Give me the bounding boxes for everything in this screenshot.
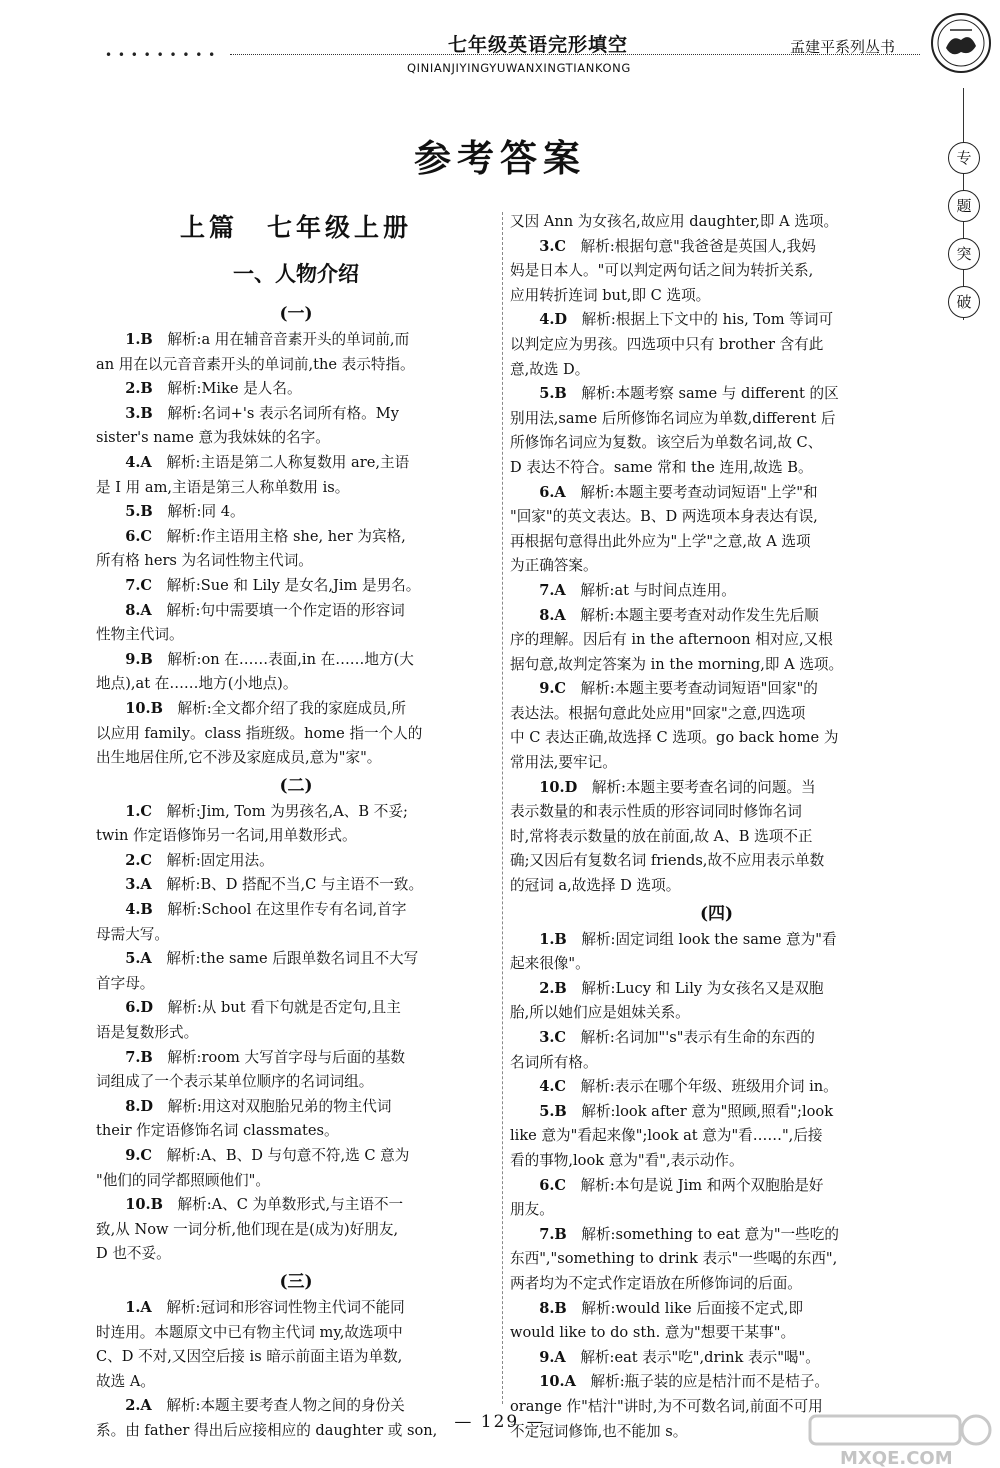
answer-item xyxy=(510,604,923,629)
answer-item xyxy=(96,377,496,402)
answer-item xyxy=(96,648,496,673)
answer-continuation: 胎,所以她们应是姐妹关系。 xyxy=(510,1004,690,1022)
answer-text: 解析:on 在……表面,in 在……地方(大 xyxy=(167,650,414,668)
answer-item xyxy=(510,1075,923,1100)
answer-item xyxy=(96,451,496,476)
answer-item xyxy=(96,849,496,874)
answer-continuation: 以应用 family。class 指班级。home 指一个人的 xyxy=(96,724,423,742)
side-tab-4: 破 xyxy=(948,286,980,318)
answer-continuation: 出生地居住所,它不涉及家庭成员,意为"家"。 xyxy=(96,749,382,767)
answer-item xyxy=(510,308,923,333)
answer-continuation: 系。由 father 得出后应接相应的 daughter 或 son, xyxy=(96,1421,438,1439)
part-title: 上篇 七年级上册 xyxy=(179,213,412,242)
answer-continuation: 地点),at 在……地方(小地点)。 xyxy=(96,675,298,693)
answer-number: 10.D xyxy=(539,778,578,796)
answer-item xyxy=(510,1223,923,1248)
answer-continuation: 常用法,要牢记。 xyxy=(510,754,617,772)
answer-text: 解析:B、D 搭配不当,C 与主语不一致。 xyxy=(166,876,424,894)
answer-continuation: 意,故选 D。 xyxy=(510,360,590,378)
answer-continuation: 又因 Ann 为女孩名,故应用 daughter,即 A 选项。 xyxy=(510,213,839,230)
answer-text: 解析:a 用在辅音音素开头的单词前,而 xyxy=(167,331,410,348)
page-header xyxy=(0,0,1000,110)
page-title: 参考答案 xyxy=(414,136,586,180)
answer-continuation: 据句意,故判定答案为 in the morning,即 A 选项。 xyxy=(510,655,844,673)
answer-item xyxy=(510,481,923,506)
column-divider xyxy=(502,212,503,1404)
answer-continuation: 性物主代词。 xyxy=(96,626,184,644)
side-tab-2: 题 xyxy=(948,190,980,222)
answer-number: 6.A xyxy=(539,483,566,501)
answer-continuation: 名词所有格。 xyxy=(510,1053,598,1071)
series-seal-icon xyxy=(930,12,992,74)
answer-continuation: orange 作"桔汁"讲时,为不可数名词,前面不可用 xyxy=(510,1397,823,1415)
answer-number: 5.B xyxy=(125,503,153,521)
answer-text: 解析:room 大写首字母与后面的基数 xyxy=(167,1048,406,1066)
answer-text: 解析:eat 表示"吃",drink 表示"喝"。 xyxy=(580,1348,820,1366)
answer-text: 解析:something to eat 意为"一些吃的 xyxy=(581,1225,839,1243)
answer-item xyxy=(96,525,496,550)
answer-item xyxy=(510,677,923,702)
answer-number: 3.C xyxy=(539,237,567,255)
answer-number: 2.A xyxy=(125,1397,152,1415)
group-title: (三) xyxy=(279,1271,313,1292)
answer-number: 2.B xyxy=(539,979,567,997)
answer-text: 解析:从 but 看下句就是否定句,且主 xyxy=(167,999,401,1017)
group-title: (二) xyxy=(279,775,313,796)
answer-item xyxy=(96,500,496,525)
answer-number: 10.B xyxy=(125,1196,163,1214)
answer-number: 1.A xyxy=(125,1298,152,1316)
answer-text: 解析:全文都介绍了我的家庭成员,所 xyxy=(177,699,406,717)
answer-number: 1.C xyxy=(125,802,153,820)
series-name: 孟建平系列丛书 xyxy=(790,38,896,56)
answer-continuation: 表达法。根据句意此处应用"回家"之意,四选项 xyxy=(510,704,806,722)
answer-number: 2.B xyxy=(125,380,153,398)
svg-text:MXQE.COM: MXQE.COM xyxy=(840,1448,953,1468)
answer-item xyxy=(510,1370,923,1395)
answer-number: 8.A xyxy=(125,601,152,619)
answer-text: 解析:同 4。 xyxy=(167,503,245,521)
answer-text: 解析:本题主要考查对动作发生先后顺 xyxy=(580,606,819,624)
answer-continuation: 时,常将表示数量的放在前面,故 A、B 选项不正 xyxy=(510,827,813,845)
answer-continuation: 故选 A。 xyxy=(96,1372,155,1390)
answer-continuation: 不定冠词修饰,也不能加 s。 xyxy=(510,1422,688,1440)
group-title: (一) xyxy=(279,304,313,324)
answer-number: 7.B xyxy=(125,1048,153,1066)
answer-item xyxy=(96,898,496,923)
answer-continuation: 别用法,same 后所修饰名词应为单数,different 后 xyxy=(510,409,836,427)
answer-text: 解析:look after 意为"照顾,照看";look xyxy=(581,1102,834,1120)
answer-item xyxy=(96,599,496,624)
answer-continuation: 语是复数形式。 xyxy=(96,1024,199,1042)
answer-text: 解析:A、B、D 与句意不符,选 C 意为 xyxy=(166,1147,410,1164)
answer-continuation: 序的理解。因后有 in the afternoon 相对应,又根 xyxy=(510,631,833,649)
answer-continuation: 母需大写。 xyxy=(96,925,169,943)
answer-item xyxy=(96,873,496,898)
answer-text: 解析:would like 后面接不定式,即 xyxy=(581,1299,804,1317)
answer-text: 解析:本题主要考查动词短语"上学"和 xyxy=(580,483,818,501)
answer-number: 7.A xyxy=(539,581,566,599)
answer-continuation: 的冠词 a,故选择 D 选项。 xyxy=(510,877,681,895)
answer-text: 解析:作主语用主格 she, her 为宾格, xyxy=(166,527,406,545)
answer-number: 8.B xyxy=(539,1299,567,1317)
answer-item xyxy=(510,928,923,953)
answer-text: 解析:本题考察 same 与 different 的区 xyxy=(581,385,839,403)
watermark-logo xyxy=(800,1412,1000,1468)
answer-continuation: 所有格 hers 为名词性物主代词。 xyxy=(96,552,313,570)
answer-continuation: 致,从 Now 一词分析,他们现在是(成为)好朋友, xyxy=(96,1220,399,1238)
answer-number: 5.A xyxy=(125,950,152,968)
answer-number: 2.C xyxy=(125,851,153,869)
answer-continuation: would like to do sth. 意为"想要干某事"。 xyxy=(510,1324,796,1342)
answer-continuation: their 作定语修饰名词 classmates。 xyxy=(96,1122,339,1140)
answer-number: 4.D xyxy=(539,311,568,329)
answer-number: 7.B xyxy=(539,1225,567,1243)
answer-number: 5.B xyxy=(539,1102,567,1120)
answer-item xyxy=(96,1296,496,1321)
answer-number: 6.C xyxy=(125,527,153,545)
answer-item xyxy=(510,1026,923,1051)
answer-number: 10.A xyxy=(539,1373,576,1391)
group-title: (四) xyxy=(699,903,734,924)
side-tab-1: 专 xyxy=(948,142,980,174)
answer-continuation: "回家"的英文表达。B、D 两选项本身表达有误, xyxy=(510,508,818,526)
answer-item xyxy=(96,800,496,825)
answer-text: 解析:Jim, Tom 为男孩名,A、B 不妥; xyxy=(166,802,408,820)
answer-number: 4.C xyxy=(539,1078,567,1096)
answer-continuation: an 用在以元音音素开头的单词前,the 表示特指。 xyxy=(96,355,415,373)
answer-item xyxy=(510,579,923,604)
answer-number: 9.A xyxy=(539,1348,566,1366)
side-tab-3: 突 xyxy=(948,238,980,270)
answer-continuation: 首字母。 xyxy=(96,974,155,992)
answer-continuation: 所修饰名词应为复数。该空后为单数名词,故 C、 xyxy=(510,434,823,452)
answer-item xyxy=(510,235,923,260)
answer-text: 解析:本题主要考查名词的问题。当 xyxy=(591,778,816,796)
answer-continuation: sister's name 意为我妹妹的名字。 xyxy=(96,429,330,447)
answer-continuation: 是 I 用 am,主语是第三人称单数用 is。 xyxy=(96,478,350,496)
answer-item xyxy=(510,1100,923,1125)
answer-number: 9.B xyxy=(125,650,153,668)
answer-item xyxy=(96,1046,496,1071)
answer-number: 8.A xyxy=(539,606,566,624)
answer-number: 7.C xyxy=(125,576,153,594)
answer-text: 解析:冠词和形容词性物主代词不能同 xyxy=(166,1298,405,1316)
answer-text: 解析:Lucy 和 Lily 为女孩名又是双胞 xyxy=(581,979,824,997)
answer-item xyxy=(96,1144,496,1169)
answer-number: 6.D xyxy=(125,999,154,1017)
answer-text: 解析:瓶子装的应是桔汁而不是桔子。 xyxy=(590,1373,829,1391)
answer-continuation: 词组成了一个表示某单位顺序的名词词组。 xyxy=(96,1073,374,1091)
answer-text: 解析:句中需要填一个作定语的形容词 xyxy=(166,601,405,619)
answer-text: 解析:本句是说 Jim 和两个双胞胎是好 xyxy=(580,1176,824,1194)
left-column xyxy=(96,210,496,1444)
answer-continuation: 妈是日本人。"可以判定两句话之间为转折关系, xyxy=(510,262,814,280)
answer-continuation: 表示数量的和表示性质的形容词同时修饰名词 xyxy=(510,803,802,821)
answer-item xyxy=(510,1174,923,1199)
answer-continuation: 起来很像"。 xyxy=(510,955,590,973)
answer-text: 解析:名词加"'s"表示有生命的东西的 xyxy=(580,1029,815,1046)
answer-text: 解析:A、C 为单数形式,与主语不一 xyxy=(177,1196,404,1214)
answer-continuation: D 表达不符合。same 常和 the 连用,故选 B。 xyxy=(510,458,813,476)
answer-text: 解析:名词+'s 表示名词所有格。My xyxy=(167,404,399,422)
answer-text: 解析:固定用法。 xyxy=(166,851,274,869)
answer-text: 解析:School 在这里作专有名词,首字 xyxy=(167,901,407,919)
answer-item xyxy=(96,574,496,599)
answer-continuation: D 也不妥。 xyxy=(96,1245,171,1263)
answer-item xyxy=(96,328,496,353)
answer-continuation: 看的事物,look 意为"看",表示动作。 xyxy=(510,1151,744,1169)
answer-continuation: 中 C 表达正确,故选择 C 选项。go back home 为 xyxy=(510,729,839,747)
answer-continuation: twin 作定语修饰另一名词,用单数形式。 xyxy=(96,827,357,845)
answer-text: 解析:the same 后跟单数名词且不大写 xyxy=(166,950,419,968)
answer-number: 9.C xyxy=(125,1147,153,1164)
answer-continuation: 应用转折连词 but,即 C 选项。 xyxy=(510,286,711,304)
answer-item xyxy=(96,947,496,972)
book-title: 七年级英语完形填空 xyxy=(448,34,629,56)
answer-number: 6.C xyxy=(539,1176,567,1194)
page-number: — 129 — xyxy=(454,1412,546,1432)
answer-number: 3.C xyxy=(539,1029,567,1046)
answer-text: 解析:Mike 是人名。 xyxy=(167,380,302,398)
answer-number: 3.B xyxy=(125,404,153,422)
answer-text: 解析:根据上下文中的 his, Tom 等词可 xyxy=(581,311,834,329)
answer-continuation: 再根据句意得出此外应为"上学"之意,故 A 选项 xyxy=(510,532,811,550)
answer-text: 解析:at 与时间点连用。 xyxy=(580,581,736,599)
answer-continuation: 确;又因后有复数名词 friends,故不应用表示单数 xyxy=(510,852,825,870)
answer-text: 解析:根据句意"我爸爸是英国人,我妈 xyxy=(580,237,816,255)
answer-item xyxy=(510,1297,923,1322)
answer-text: 解析:本题主要考查动词短语"回家"的 xyxy=(580,680,818,698)
right-column xyxy=(510,210,923,1444)
answer-continuation: 以判定应为男孩。四选项中只有 brother 含有此 xyxy=(510,335,824,353)
answer-number: 4.B xyxy=(125,901,153,919)
answer-number: 10.B xyxy=(125,699,163,717)
answer-item xyxy=(96,996,496,1021)
answer-item xyxy=(96,697,496,722)
answer-continuation: 时连用。本题原文中已有物主代词 my,故选项中 xyxy=(96,1323,403,1341)
answer-item xyxy=(510,1346,923,1371)
answer-text: 解析:Sue 和 Lily 是女名,Jim 是男名。 xyxy=(166,576,421,594)
answer-continuation: 东西","something to drink 表示"一些喝的东西", xyxy=(510,1250,838,1268)
answer-continuation: 两者均为不定式作定语放在所修饰词的后面。 xyxy=(510,1274,802,1292)
answer-number: 9.C xyxy=(539,680,567,698)
answer-continuation: 为正确答案。 xyxy=(510,557,598,575)
answer-text: 解析:用这对双胞胎兄弟的物主代词 xyxy=(167,1097,392,1115)
section-title: 一、人物介绍 xyxy=(233,261,359,286)
answer-text: 解析:主语是第二人称复数用 are,主语 xyxy=(166,453,410,471)
answer-item xyxy=(96,1095,496,1120)
answer-text: 解析:本题主要考查人物之间的身份关 xyxy=(166,1397,405,1415)
answer-number: 3.A xyxy=(125,876,152,894)
answer-text: 解析:表示在哪个年级、班级用介词 in。 xyxy=(580,1078,838,1096)
answer-number: 1.B xyxy=(125,331,153,348)
answer-item xyxy=(510,776,923,801)
answer-number: 5.B xyxy=(539,385,567,403)
book-subtitle: QINIANJIYINGYUWANXINGTIANKONG xyxy=(407,61,631,75)
answer-text: 解析:固定词组 look the same 意为"看 xyxy=(581,930,837,948)
answer-continuation: C、D 不对,又因空后接 is 暗示前面主语为单数, xyxy=(96,1348,403,1366)
answer-item xyxy=(510,382,923,407)
answer-number: 4.A xyxy=(125,453,152,471)
answer-continuation: like 意为"看起来像";look at 意为"看……",后接 xyxy=(510,1127,823,1145)
header-dots: • • • • • • • • • xyxy=(105,48,217,62)
answer-continuation: "他们的同学都照顾他们"。 xyxy=(96,1171,270,1189)
answer-item xyxy=(96,1193,496,1218)
answer-item xyxy=(96,402,496,427)
answer-continuation: 朋友。 xyxy=(510,1201,554,1219)
answer-number: 1.B xyxy=(539,930,567,948)
answer-number: 8.D xyxy=(125,1097,154,1115)
answer-item xyxy=(510,977,923,1002)
